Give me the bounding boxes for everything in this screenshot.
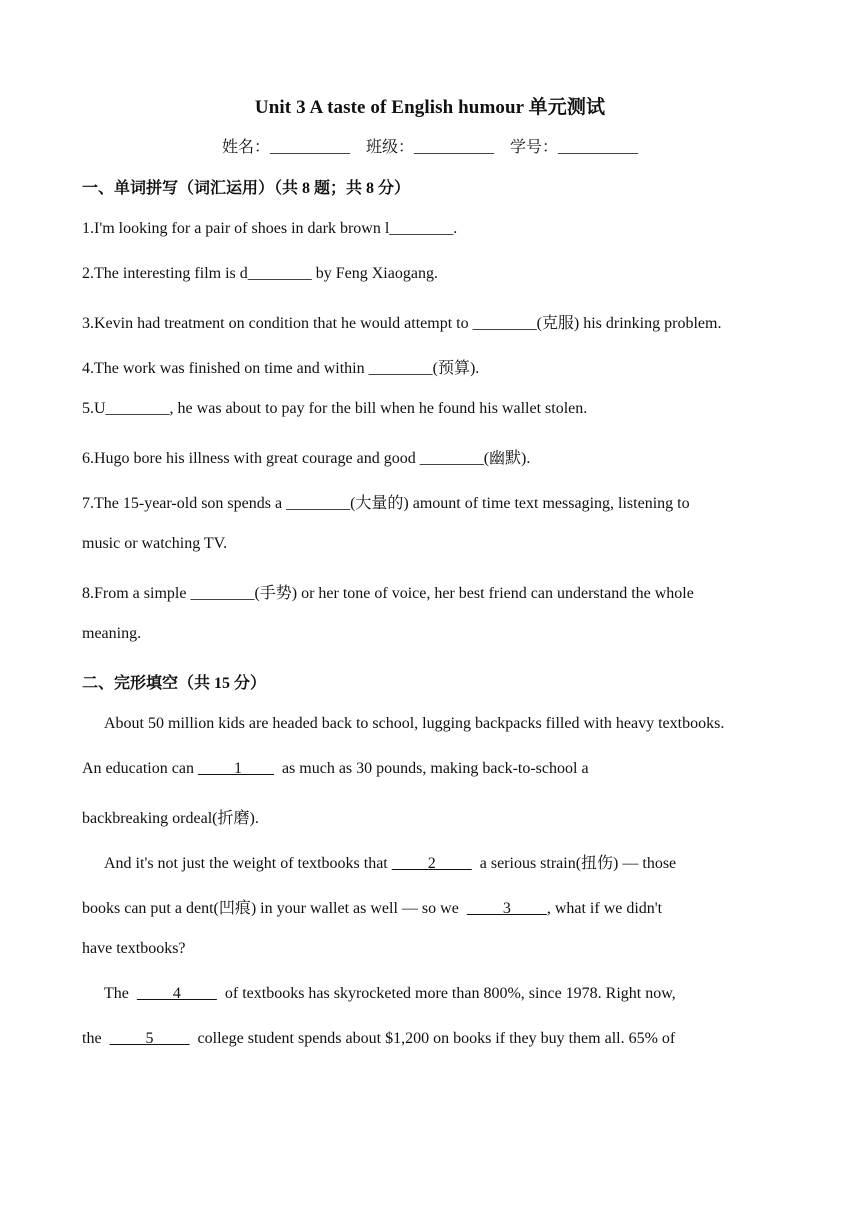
passage-p2-line-2 [82,895,662,918]
passage-p3-line-1 [104,985,676,1003]
passage-p1-line-1: About 50 million kids are headed back to school, lugging backpacks filled with heavy textbooks. [104,715,725,732]
cloze-blank-1[interactable]: 1 [197,760,274,777]
section-2-heading: 二、完形填空（共 15 分） [82,675,267,692]
question-8-line-1: 8.From a simple ________(手势) or her tone of voice, her best friend can understand the whole [82,585,694,602]
passage-text: a serious strain(扭伤) — those [471,855,677,872]
passage-text: as much as 30 pounds, making back-to-school a [273,760,589,777]
passage-text: And it's not just the weight of textbooks that [104,855,392,872]
cloze-blank-5[interactable]: 5 [109,1030,190,1047]
passage-p2-line-3: have textbooks? [82,940,186,957]
passage-p2-line-1 [104,850,676,873]
page-title: Unit 3 A taste of English humour 单元测试 [254,97,606,118]
question-2: 2.The interesting film is d________ by Feng Xiaogang. [82,265,438,282]
student-info-line: 姓名：__________ 班级：__________ 学号：__________ [221,139,638,156]
passage-text: the [82,1030,110,1047]
passage-text: The [104,985,137,1002]
cloze-blank-4[interactable]: 4 [136,985,217,1002]
passage-text: books can put a dent(凹痕) in your wallet as well — so we [82,900,467,917]
passage-p1-line-3: backbreaking ordeal(折磨). [82,810,259,827]
question-5: 5.U________, he was about to pay for the bill when he found his wallet stolen. [82,400,588,417]
cloze-blank-3[interactable]: 3 [466,900,547,917]
passage-text: An education can [82,760,198,777]
passage-text: , what if we didn't [546,900,663,917]
passage-text: college student spends about $1,200 on books if they buy them all. 65% of [189,1030,676,1047]
passage-p1-line-2 [82,760,589,778]
passage-p3-line-2 [82,1030,675,1048]
question-7-line-2: music or watching TV. [82,535,228,552]
question-4: 4.The work was finished on time and within ________(预算). [82,360,480,377]
section-1-heading: 一、单词拼写（词汇运用）（共 8 题；共 8 分） [82,180,411,197]
question-6: 6.Hugo bore his illness with great courage and good ________(幽默). [82,450,531,467]
question-1: 1.I'm looking for a pair of shoes in dark brown l________. [82,220,458,237]
passage-text: of textbooks has skyrocketed more than 800%, since 1978. Right now, [216,985,676,1002]
question-3: 3.Kevin had treatment on condition that he would attempt to ________(克服) his drinking problem. [82,315,722,332]
cloze-blank-2[interactable]: 2 [391,855,472,872]
question-7-line-1: 7.The 15-year-old son spends a ________(大量的) amount of time text messaging, listening to [82,495,690,512]
question-8-line-2: meaning. [82,625,142,642]
